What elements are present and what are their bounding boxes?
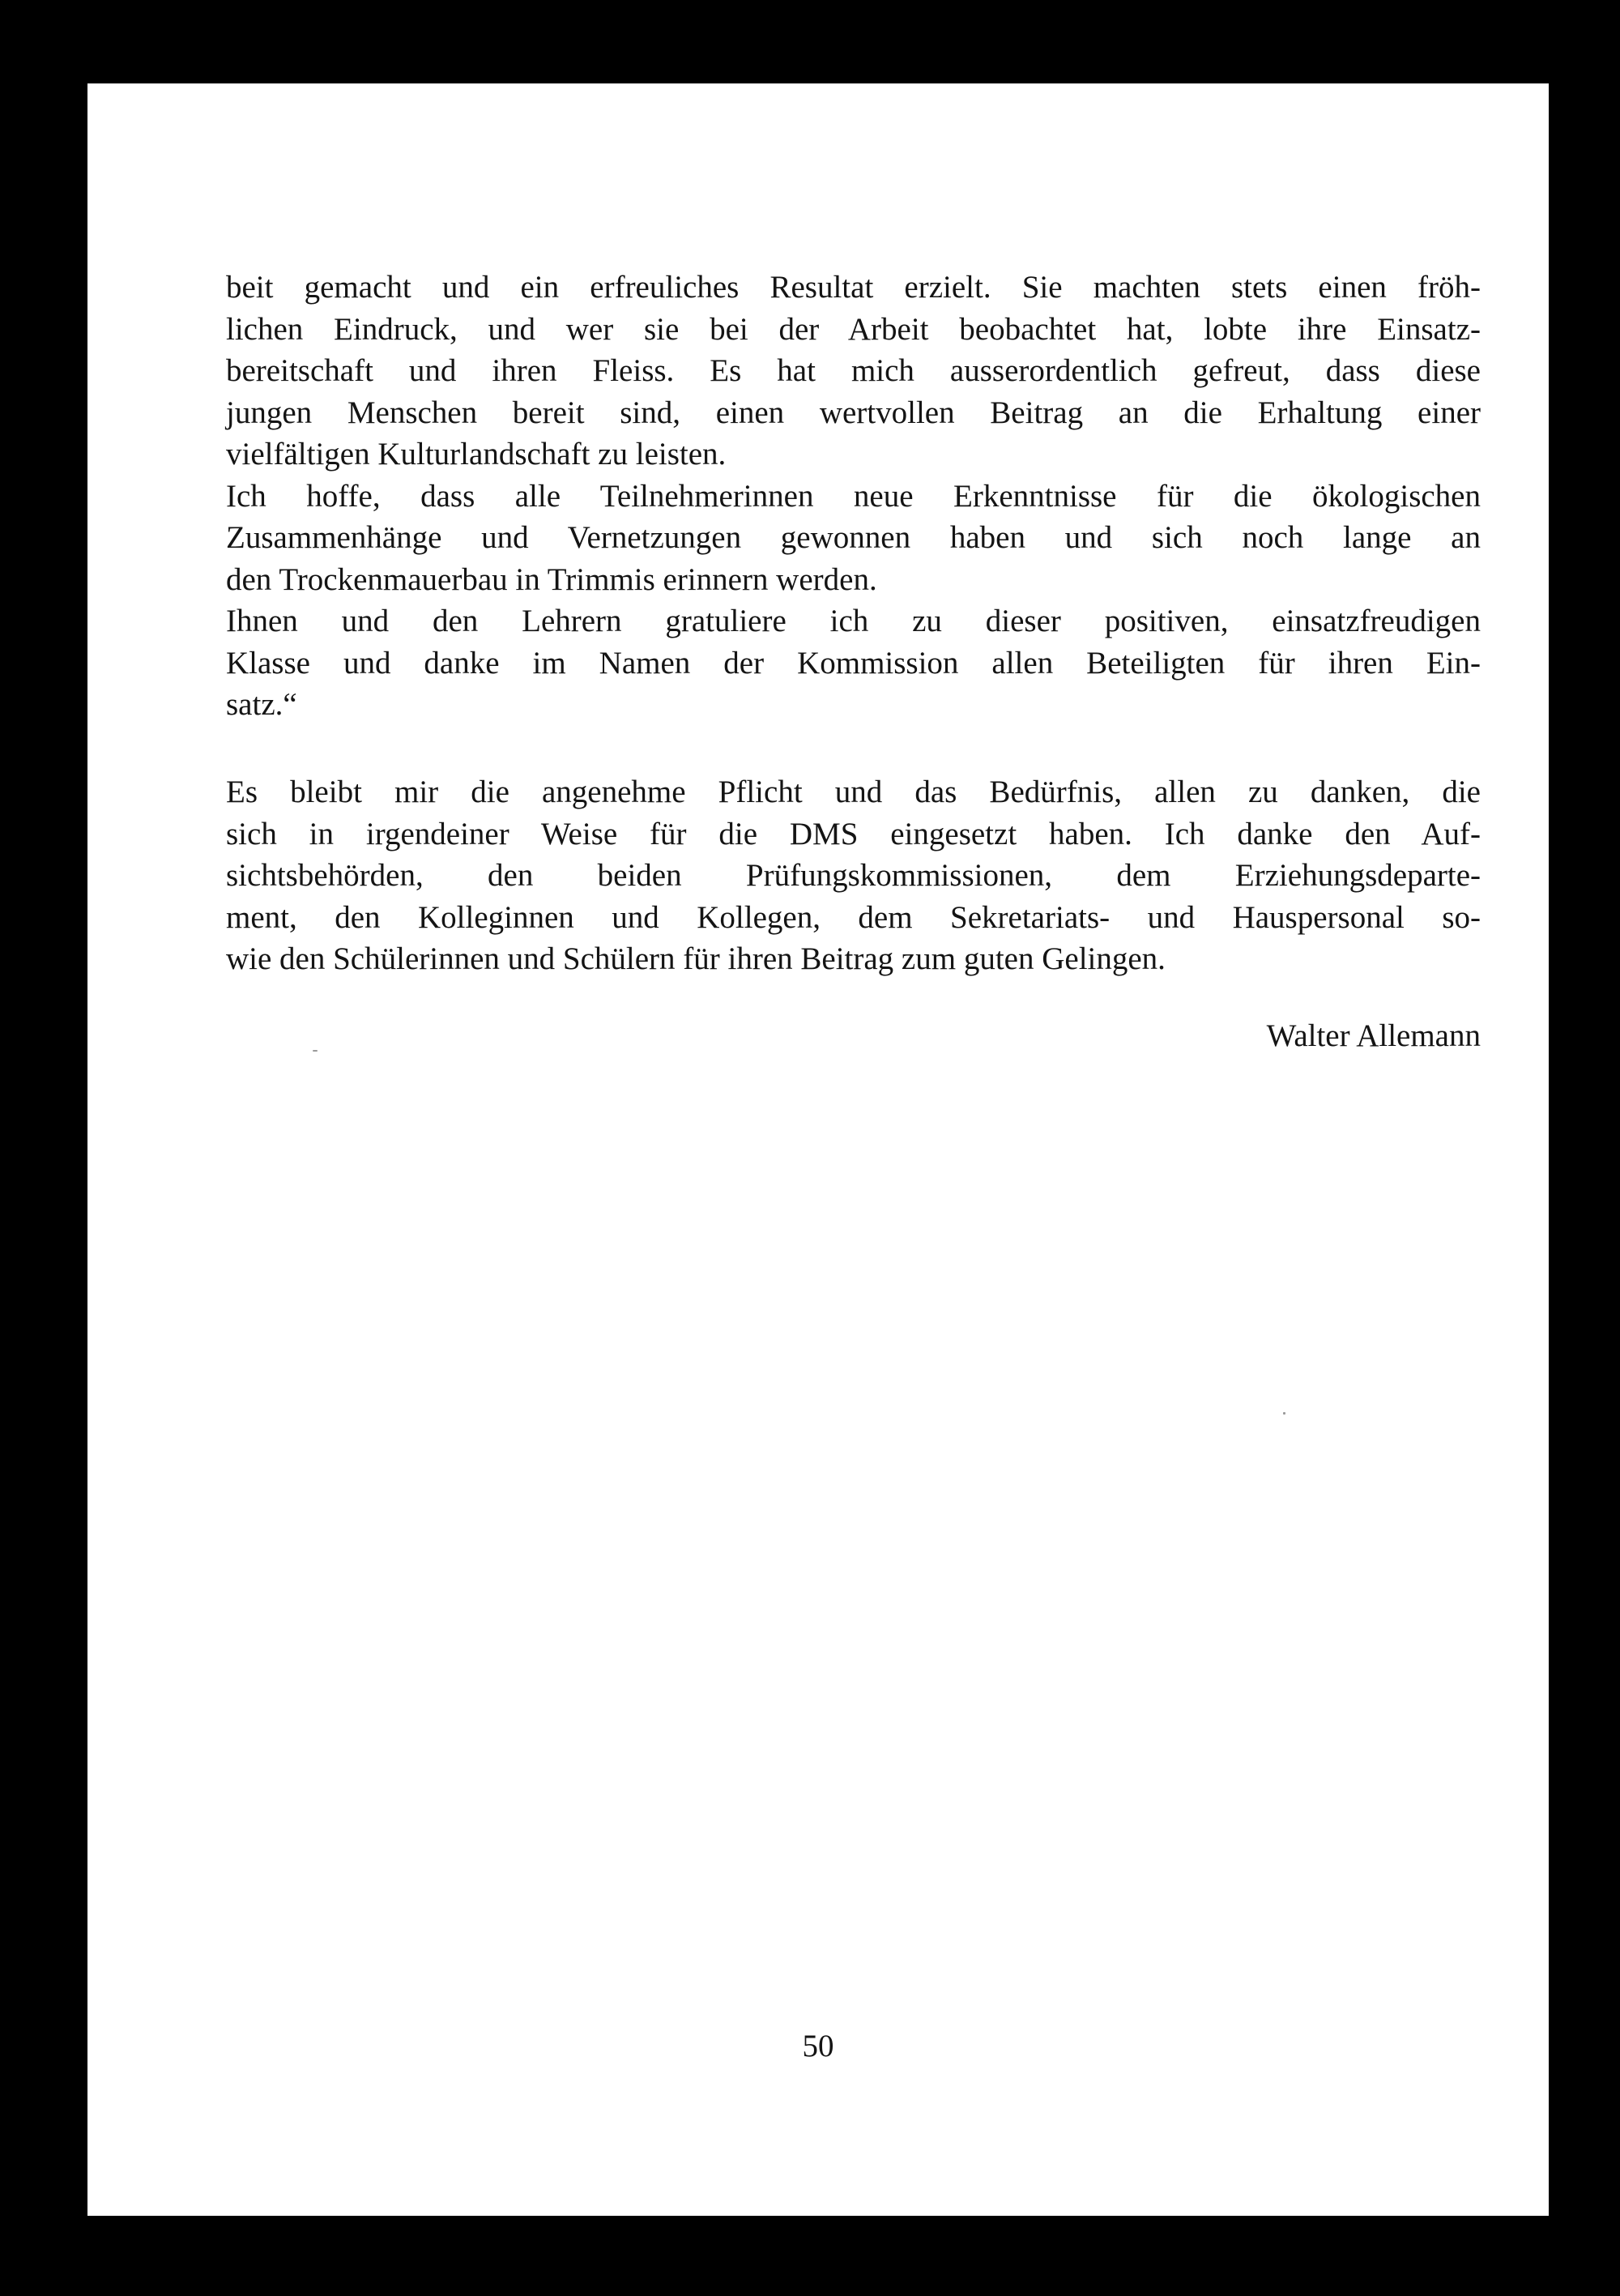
text-line: satz.“: [226, 687, 297, 722]
signature: Walter Allemann: [1266, 1018, 1481, 1053]
paragraph-thanks: [226, 771, 1481, 980]
page-number: 50: [802, 2029, 834, 2063]
text-line: vielfältigen Kulturlandschaft zu leisten.: [226, 437, 727, 472]
text-line: beit gemacht und ein erfreuliches Resultat erzielt. Sie machten stets einen fröh-: [226, 270, 1481, 305]
text-line: bereitschaft und ihren Fleiss. Es hat mich ausserordentlich gefreut, dass diese: [226, 353, 1481, 388]
text-line: jungen Menschen bereit sind, einen wertvollen Beitrag an die Erhaltung einer: [226, 395, 1481, 430]
paragraph-continuation: [226, 267, 1481, 726]
text-line: lichen Eindruck, und wer sie bei der Arbeit beobachtet hat, lobte ihre Einsatz-: [226, 311, 1481, 347]
scan-speck: [313, 1050, 318, 1052]
scan-speck: [1283, 1412, 1285, 1415]
text-line: Klasse und danke im Namen der Kommission allen Beteiligten für ihren Ein-: [226, 645, 1481, 681]
text-line: Es bleibt mir die angenehme Pflicht und das Bedürfnis, allen zu danken, die: [226, 775, 1481, 809]
document-page: [87, 83, 1549, 2216]
text-line: Ihnen und den Lehrern gratuliere ich zu dieser positiven, einsatzfreudigen: [226, 604, 1481, 638]
text-line: ment, den Kolleginnen und Kollegen, dem Sekretariats- und Hauspersonal so-: [226, 899, 1481, 935]
text-line: wie den Schülerinnen und Schülern für ihren Beitrag zum guten Gelingen.: [226, 941, 1166, 976]
text-line: sichtsbehörden, den beiden Prüfungskommissionen, dem Erziehungsdeparte-: [226, 858, 1481, 893]
text-line: sich in irgendeiner Weise für die DMS eingesetzt haben. Ich danke den Auf-: [226, 816, 1481, 851]
text-line: den Trockenmauerbau in Trimmis erinnern werden.: [226, 561, 877, 597]
text-line: Ich hoffe, dass alle Teilnehmerinnen neue Erkenntnisse für die ökologischen: [226, 478, 1481, 514]
text-line: Zusammenhänge und Vernetzungen gewonnen haben und sich noch lange an: [226, 520, 1481, 555]
